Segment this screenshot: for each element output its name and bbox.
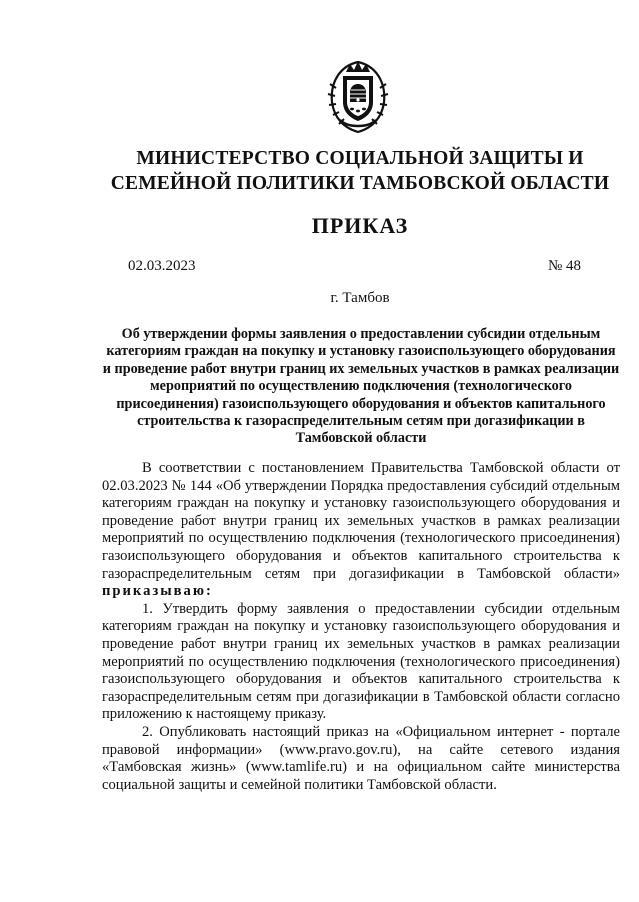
preamble-text: В соответствии с постановлением Правительства Тамбовской области от 02.03.2023 № 144 «Об утверждении Порядка предоставления субсидий отдельным категориям граждан на покупку и установку газоиспользующего оборудования и проведение работ внутри границ их земельных участков в рамках реализации мероприятий по осуществлению подключения (технологического присоединения) газоиспользующего оборудования и объектов капитального строительства к газораспределительным сетям при догазификации в Тамбовской области» bbox=[102, 460, 620, 582]
document-body bbox=[102, 460, 620, 794]
document-date: 02.03.2023 bbox=[128, 258, 196, 274]
order-word: приказываю: bbox=[102, 583, 213, 600]
document-subject: Об утверждении формы заявления о предоставлении субсидии отдельным категориям граждан на покупку и установку газоиспользующего оборудования и проведение работ внутри границ их земельных участков в рамках реализации мероприятий по осуществлению подключения (технологического присоединения) газоиспользующего оборудования и объектов капитального строительства к газораспределительным сетям при догазификации в Тамбовской области bbox=[102, 326, 620, 447]
tambov-coat-of-arms-icon bbox=[326, 58, 390, 134]
ministry-name bbox=[0, 146, 639, 196]
document-type: ПРИКАЗ bbox=[311, 213, 409, 238]
preamble-paragraph bbox=[102, 460, 620, 601]
document-number: № 48 bbox=[548, 258, 582, 274]
order-item-1: 1. Утвердить форму заявления о предоставлении субсидии отдельным категориям граждан на покупку и установку газоиспользующего оборудования и проведение работ внутри границ их земельных участков в рамках реализации мероприятий по осуществлению подключения (технологического присоединения) газоиспользующего оборудования и объектов капитального строительства к газораспределительным сетям при догазификации в Тамбовской области согласно приложению к настоящему приказу. bbox=[102, 600, 620, 723]
order-item-2: 2. Опубликовать настоящий приказ на «Официальном интернет - портале правовой информации» (www.pravo.gov.ru), на сайте сетевого издания «Тамбовская жизнь» (www.tamlife.ru) и на официальном сайте министерства социальной защиты и семейной политики Тамбовской области. bbox=[102, 723, 620, 793]
document-city: г. Тамбов bbox=[330, 290, 390, 306]
ministry-name-line2: СЕМЕЙНОЙ ПОЛИТИКИ ТАМБОВСКОЙ ОБЛАСТИ bbox=[110, 173, 610, 194]
ministry-name-line1: МИНИСТЕРСТВО СОЦИАЛЬНОЙ ЗАЩИТЫ И bbox=[136, 148, 584, 169]
